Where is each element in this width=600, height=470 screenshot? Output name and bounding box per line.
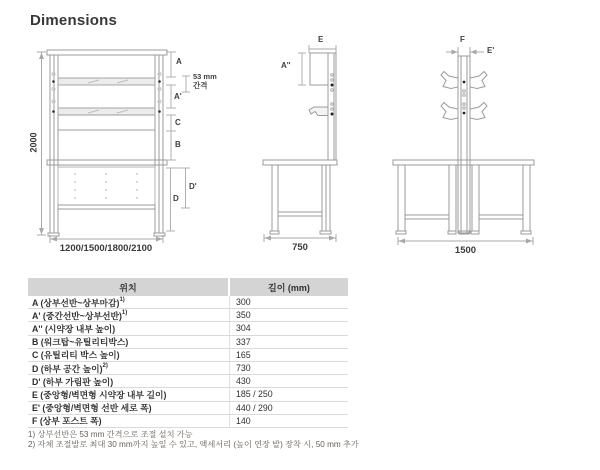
- table-row: [28, 388, 348, 401]
- dimension-value-cell: 350: [236, 310, 251, 321]
- dimension-value-cell: 300: [236, 297, 251, 308]
- table-row: [28, 402, 348, 415]
- dimension-label: E (중앙형/벽면형 시약장 내부 길이): [32, 389, 167, 400]
- footnote-marker: 1): [119, 297, 125, 304]
- center-width-label: 1500: [454, 245, 477, 256]
- dimension-label: F (상부 포스트 폭): [32, 416, 102, 427]
- upper-shelf: [52, 73, 161, 91]
- dim-label-f: F: [460, 35, 465, 44]
- dimension-value-cell: 165: [236, 349, 251, 360]
- dim-label-a-double-prime: A'': [281, 61, 291, 70]
- dimension-value-cell: 440 / 290: [236, 402, 273, 413]
- table-row: [28, 322, 348, 335]
- shelf-bracket: [309, 107, 328, 116]
- dimension-location-cell: [28, 336, 230, 348]
- dimension-value-cell: 430: [236, 376, 251, 387]
- header-location: 위치: [28, 278, 230, 296]
- dimension-label: A'' (시약장 내부 높이): [32, 323, 116, 334]
- table-row: [28, 309, 348, 322]
- shelf-gap-note-line1: 53 mm: [193, 72, 217, 81]
- dimension-value-cell: 730: [236, 363, 251, 374]
- dimension-value-cell: 140: [236, 415, 251, 426]
- footnote-marker: 2): [102, 363, 108, 370]
- dimension-location-cell: [28, 415, 230, 427]
- dimension-value-cell: 337: [236, 336, 251, 347]
- table-row: [28, 349, 348, 362]
- footnote: 2) 자체 조절발로 최대 30 mm까지 높일 수 있고, 액세서리 (높이 연장 발) 장착 시, 50 mm 추가: [28, 440, 359, 449]
- wing-shelf-left: [441, 72, 458, 89]
- worktop-side: [263, 160, 337, 165]
- dim-label-d: D: [173, 194, 179, 203]
- dimension-location-cell: [28, 375, 230, 387]
- dimension-label: D' (하부 가림판 높이): [32, 376, 114, 387]
- side-width-label: 750: [292, 242, 308, 253]
- dimension-table: [28, 278, 348, 428]
- dimension-location-cell: [28, 322, 230, 334]
- shelf-gap-note: [193, 73, 217, 90]
- center-view-drawing: [393, 47, 534, 245]
- upright-post: [328, 53, 336, 160]
- front-view-drawing: [37, 50, 190, 243]
- worktop: [47, 160, 167, 165]
- lower-panel: [58, 167, 155, 205]
- shelf-gap-note-line2: 간격: [193, 80, 208, 90]
- dimension-value-cell: 185 / 250: [236, 389, 273, 400]
- width-dimension-line: [50, 235, 163, 243]
- dimension-value-cell: 304: [236, 323, 251, 334]
- table-row: [28, 336, 348, 349]
- footnote-marker: 1): [121, 310, 128, 317]
- footnote: 1) 상부선반은 53 mm 간격으로 조절 설치 가능: [28, 430, 193, 439]
- reagent-cabinet: [310, 53, 328, 85]
- dimension-label: A (상부선반~상부마감): [32, 297, 120, 308]
- dim-label-e-prime: E': [487, 46, 495, 55]
- dimension-location-cell: [28, 349, 230, 361]
- dimension-label: A' (중간선반~상부선반): [32, 310, 122, 321]
- e-dimension-line: [309, 45, 336, 53]
- dimension-location-cell: [28, 296, 230, 308]
- front-width-label: 1200/1500/1800/2100: [59, 243, 153, 254]
- dimension-label: B (워크탑~유틸리티박스): [32, 337, 129, 348]
- front-height-label: 2000: [28, 132, 39, 153]
- table-row: [28, 415, 348, 428]
- dimension-table-body: [28, 296, 348, 428]
- width-dimension-line-1500: [398, 237, 533, 245]
- dim-label-a: A: [176, 57, 182, 66]
- dimension-table-header: [28, 278, 348, 296]
- table-row: [28, 375, 348, 388]
- dimension-location-cell: [28, 388, 230, 400]
- width-dimension-line-750: [264, 234, 336, 242]
- page-title: Dimensions: [30, 12, 118, 29]
- side-view-drawing: [263, 45, 337, 242]
- dimension-location-cell: [28, 402, 230, 414]
- wing-shelf-left-2: [441, 103, 458, 120]
- header-length: 길이 (mm): [268, 282, 310, 293]
- wing-shelf-right: [470, 72, 487, 89]
- dim-label-e: E: [318, 35, 324, 44]
- dimension-location-cell: [28, 362, 230, 374]
- dim-label-d-prime: D': [189, 182, 197, 191]
- middle-shelf: [52, 100, 161, 115]
- footnotes: [28, 430, 359, 450]
- dimension-label: D (하부 공간 높이): [32, 363, 103, 374]
- dimension-location-cell: [28, 309, 230, 321]
- dimension-label: C (유틸리티 박스 높이): [32, 350, 120, 361]
- table-row: [28, 296, 348, 309]
- table-row: [28, 362, 348, 375]
- wing-shelf-right-2: [470, 103, 487, 120]
- dim-label-a-prime: A': [174, 92, 182, 101]
- dim-label-b: B: [175, 140, 181, 149]
- dimension-label: E' (중앙형/벽면형 선반 세로 폭): [32, 403, 152, 414]
- dim-label-c: C: [175, 118, 181, 127]
- worktop-center: [393, 160, 534, 165]
- utility-box: [58, 115, 155, 130]
- a2-measure-bracket: [298, 53, 306, 85]
